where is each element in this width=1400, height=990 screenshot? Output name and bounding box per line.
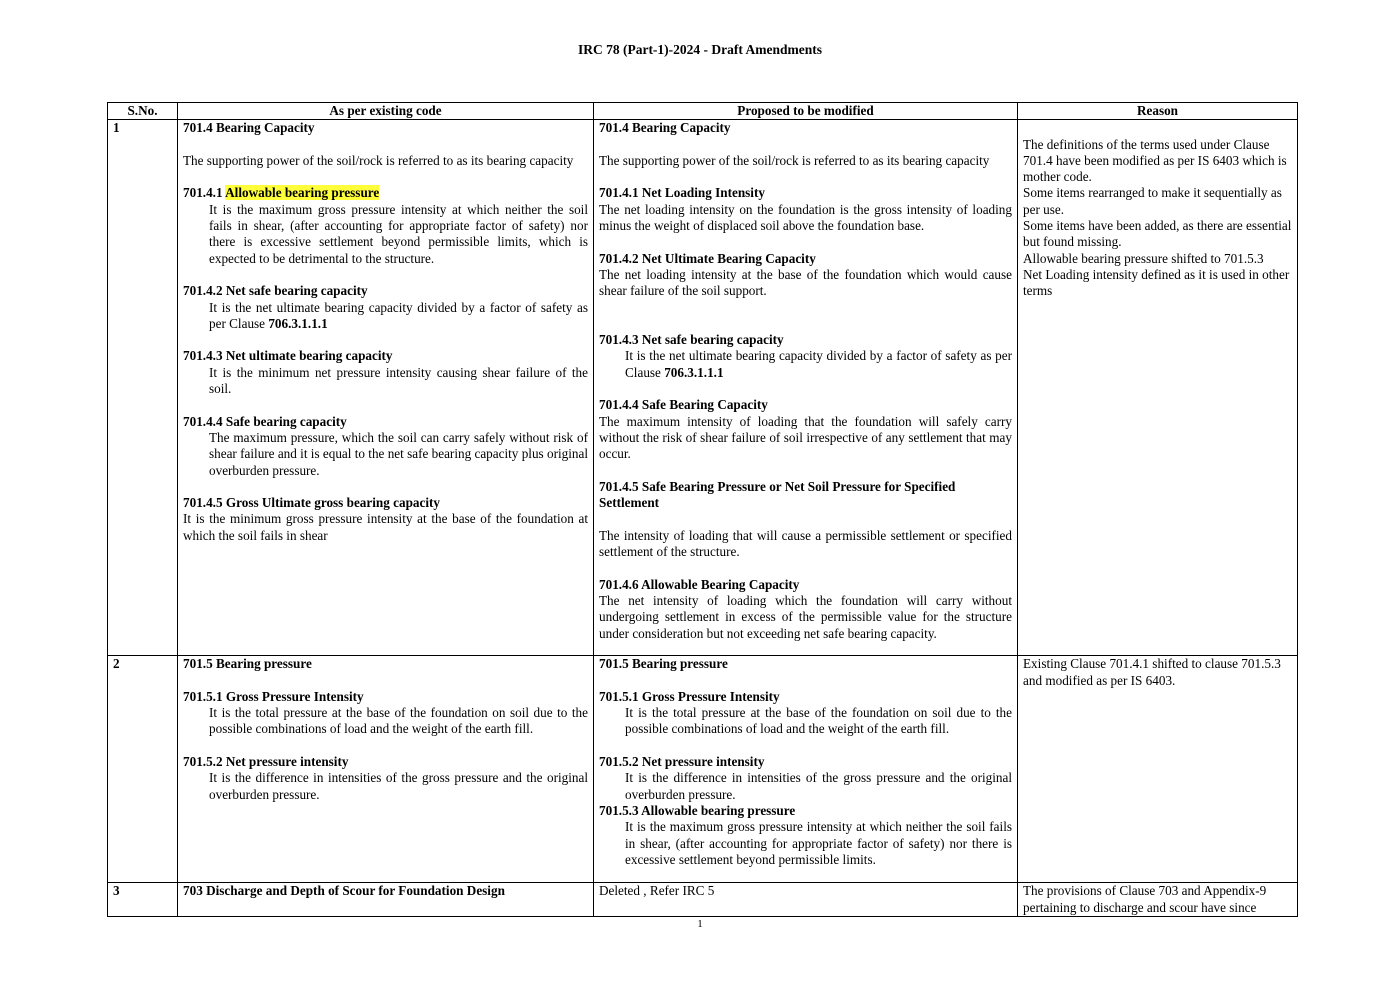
table-row	[108, 120, 1298, 656]
reason-line: The provisions of Clause 703 and Appendix-9 pertaining to discharge and scour have since	[1023, 883, 1267, 915]
clause-heading: 701.4.3 Net ultimate bearing capacity	[183, 348, 393, 364]
clause-text: It is the minimum net pressure intensity causing shear failure of the soil.	[209, 364, 588, 397]
clause-text: The intensity of loading that will cause a permissible settlement or specified settlement of the structure.	[599, 527, 1012, 560]
clause-text: It is the maximum gross pressure intensity at which neither the soil fails in shear, (after accounting for appropriate factor of safety) nor there is excessive settlement beyond permissible limits, which is expected to be detrimental to the structure.	[209, 201, 588, 266]
reason-cell	[1018, 883, 1298, 917]
clause-text: Deleted , Refer IRC 5	[599, 883, 715, 899]
clause-heading: 701.4 Bearing Capacity	[599, 120, 731, 136]
clause-reference: 706.3.1.1.1	[268, 315, 328, 331]
clause-text-body: It is the net ultimate bearing capacity divided by a factor of safety as per Clause	[209, 299, 588, 331]
clause-heading: 701.5 Bearing pressure	[183, 656, 312, 672]
highlighted-term: Allowable bearing pressure	[225, 185, 380, 201]
clause-text: The net loading intensity on the foundation is the gross intensity of loading minus the weight of displaced soil above the foundation base.	[599, 201, 1012, 234]
header-sno: S.No.	[108, 103, 178, 120]
reason-line: Some items rearranged to make it sequentially as per use.	[1023, 185, 1282, 217]
clause-heading: 701.5 Bearing pressure	[599, 656, 728, 672]
clause-heading: 701.4.6 Allowable Bearing Capacity	[599, 576, 800, 592]
clause-text: It is the difference in intensities of the gross pressure and the original overburden pressure.	[625, 770, 1012, 802]
table-row	[108, 656, 1298, 883]
clause-heading: 701.5.2 Net pressure intensity	[183, 754, 349, 770]
page-number: 1	[697, 918, 703, 930]
clause-heading: 703 Discharge and Depth of Scour for Foundation Design	[183, 883, 505, 899]
clause-heading: 701.4.4 Safe bearing capacity	[183, 413, 347, 429]
existing-cell	[178, 120, 594, 656]
proposed-cell	[594, 883, 1018, 917]
amendments-table	[107, 102, 1298, 917]
clause-heading: 701.4 Bearing Capacity	[183, 120, 315, 136]
row-sno: 3	[108, 883, 178, 917]
proposed-cell	[594, 656, 1018, 883]
clause-text: It is the minimum gross pressure intensity at the base of the foundation at which the soil fails in shear	[183, 511, 588, 543]
reason-line: Some items have been added, as there are essential but found missing.	[1023, 218, 1292, 250]
clause-text: It is the difference in intensities of the gross pressure and the original overburden pressure.	[209, 770, 588, 802]
reason-line: Net Loading intensity defined as it is used in other terms	[1023, 266, 1290, 299]
document-title: IRC 78 (Part-1)-2024 - Draft Amendments	[577, 42, 823, 57]
reason-cell	[1018, 656, 1298, 883]
clause-text	[183, 300, 588, 333]
clause-text: It is the maximum gross pressure intensity at which neither the soil fails in shear, (after accounting for appropriate factor of safety) nor there is excessive settlement beyond permissible limits.	[625, 819, 1012, 867]
header-proposed: Proposed to be modified	[594, 103, 1018, 120]
clause-text	[599, 348, 1012, 381]
clause-text: The net loading intensity at the base of the foundation which would cause shear failure of the soil support.	[599, 266, 1012, 299]
clause-reference: 706.3.1.1.1	[664, 364, 724, 380]
clause-heading: 701.4.5 Gross Ultimate gross bearing capacity	[183, 495, 441, 511]
proposed-cell	[594, 120, 1018, 656]
clause-text: The supporting power of the soil/rock is referred to as its bearing capacity	[599, 152, 990, 168]
clause-text-body: It is the net ultimate bearing capacity divided by a factor of safety as per Clause	[625, 348, 1012, 380]
reason-line: Allowable bearing pressure shifted to 701.5.3	[1023, 250, 1264, 266]
table-row	[108, 883, 1298, 917]
clause-heading	[183, 185, 588, 201]
reason-line: Existing Clause 701.4.1 shifted to clause 701.5.3 and modified as per IS 6403.	[1023, 656, 1281, 688]
header-reason: Reason	[1018, 103, 1298, 120]
clause-heading: 701.4.5 Safe Bearing Pressure or Net Soil Pressure for Specified Settlement	[599, 478, 956, 511]
clause-heading: 701.5.2 Net pressure intensity	[599, 754, 765, 770]
clause-text: The maximum pressure, which the soil can carry safely without risk of shear failure and it is equal to the net safe bearing capacity plus original overburden pressure.	[209, 429, 588, 478]
header-existing: As per existing code	[178, 103, 594, 120]
clause-heading: 701.5.3 Allowable bearing pressure	[599, 802, 796, 818]
clause-number: 701.4.1	[183, 185, 223, 201]
clause-heading: 701.4.3 Net safe bearing capacity	[599, 332, 784, 348]
row-sno: 1	[108, 120, 178, 656]
row-sno: 2	[108, 656, 178, 883]
existing-cell	[178, 883, 594, 917]
clause-heading: 701.4.1 Net Loading Intensity	[599, 185, 765, 201]
clause-heading: 701.4.2 Net Ultimate Bearing Capacity	[599, 250, 816, 266]
reason-line: The definitions of the terms used under Clause 701.4 have been modified as per IS 6403 which is mother code.	[1023, 136, 1287, 185]
clause-text: The supporting power of the soil/rock is referred to as its bearing capacity	[183, 152, 574, 168]
clause-text: It is the total pressure at the base of the foundation on soil due to the possible combinations of load and the weight of the earth fill.	[625, 705, 1012, 737]
clause-text: The net intensity of loading which the foundation will carry without undergoing settlement in excess of the permissible value for the structure under consideration but not exceeding net safe bearing capacity.	[599, 592, 1012, 641]
clause-text: It is the total pressure at the base of the foundation on soil due to the possible combinations of load and the weight of the earth fill.	[209, 705, 588, 737]
clause-heading: 701.5.1 Gross Pressure Intensity	[599, 688, 780, 704]
clause-text: The maximum intensity of loading that the foundation will safely carry without the risk of shear failure of soil irrespective of any settlement that may occur.	[599, 413, 1012, 462]
clause-heading: 701.5.1 Gross Pressure Intensity	[183, 688, 364, 704]
clause-heading: 701.4.2 Net safe bearing capacity	[183, 283, 368, 299]
reason-cell	[1018, 120, 1298, 656]
clause-heading: 701.4.4 Safe Bearing Capacity	[599, 397, 768, 413]
table-header-row	[108, 103, 1298, 120]
existing-cell	[178, 656, 594, 883]
